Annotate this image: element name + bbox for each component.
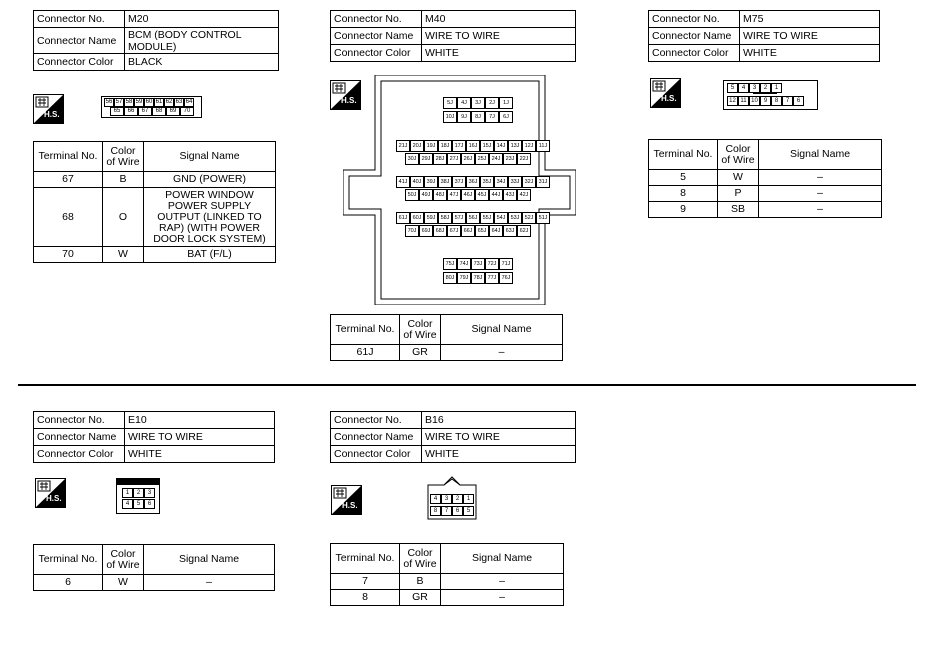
- pin-68J: 68J: [433, 225, 447, 237]
- pin-77J: 77J: [485, 272, 499, 284]
- pin-6: 6: [793, 96, 804, 106]
- pin-44J: 44J: [489, 189, 503, 201]
- pin-3J: 3J: [471, 97, 485, 109]
- b16-connector-color: WHITE: [422, 446, 576, 463]
- pin-11J: 11J: [536, 140, 550, 152]
- pin-1: 1: [463, 494, 474, 504]
- pin-4: 4: [738, 83, 749, 93]
- pin-53J: 53J: [508, 212, 522, 224]
- pin-65J: 65J: [475, 225, 489, 237]
- pin-66: 66: [124, 107, 138, 116]
- pin-1J: 1J: [499, 97, 513, 109]
- signal-name: –: [759, 186, 882, 202]
- m40-connector-name: WIRE TO WIRE: [422, 28, 576, 45]
- table-row: [34, 188, 276, 247]
- hs-label: H.S.: [661, 94, 677, 103]
- pin-5: 5: [463, 506, 474, 516]
- header-signal-name: Signal Name: [144, 545, 275, 575]
- pin-12: 12: [727, 96, 738, 106]
- table-row: [34, 172, 276, 188]
- pin-57: 57: [115, 99, 123, 105]
- table-row: [649, 202, 882, 218]
- pin-13J: 13J: [508, 140, 522, 152]
- pin-78J: 78J: [471, 272, 485, 284]
- terminal-no: 5: [649, 170, 718, 186]
- pin-47J: 47J: [447, 189, 461, 201]
- label-connector-name: Connector Name: [649, 28, 740, 45]
- terminal-no: 9: [649, 202, 718, 218]
- pin-54J: 54J: [494, 212, 508, 224]
- signal-name: –: [441, 345, 563, 361]
- pin-9J: 9J: [457, 111, 471, 123]
- pin-8: 8: [430, 506, 441, 516]
- pin-22J: 22J: [517, 153, 531, 165]
- pin-75J: 75J: [443, 258, 457, 270]
- hs-label: H.S.: [342, 501, 358, 510]
- pin-8: 8: [771, 96, 782, 106]
- pin-16J: 16J: [466, 140, 480, 152]
- pin-14J: 14J: [494, 140, 508, 152]
- wire-color: W: [103, 575, 144, 591]
- terminal-no: 67: [34, 172, 103, 188]
- table-row: [34, 247, 276, 263]
- pin-3: 3: [144, 488, 155, 498]
- pin-59: 59: [135, 99, 143, 105]
- pin-56: 56: [105, 99, 113, 105]
- table-row: [331, 590, 564, 606]
- pin-6: 6: [452, 506, 463, 516]
- pin-4: 4: [430, 494, 441, 504]
- label-connector-no: Connector No.: [34, 412, 125, 429]
- header-color-of-wire: Color of Wire: [400, 315, 441, 345]
- pin-52J: 52J: [522, 212, 536, 224]
- terminal-no: 7: [331, 574, 400, 590]
- table-row: [649, 170, 882, 186]
- pin-2: 2: [760, 83, 771, 93]
- signal-name: –: [759, 202, 882, 218]
- label-connector-no: Connector No.: [34, 11, 125, 28]
- pin-2J: 2J: [485, 97, 499, 109]
- header-terminal-no: Terminal No.: [34, 545, 103, 575]
- pin-7: 7: [441, 506, 452, 516]
- pin-12J: 12J: [522, 140, 536, 152]
- m20-terminal-table: [33, 141, 276, 263]
- pin-20J: 20J: [410, 140, 424, 152]
- wire-color: GR: [400, 345, 441, 361]
- pin-11: 11: [738, 96, 749, 106]
- header-color-of-wire: Color of Wire: [103, 545, 144, 575]
- pin-37J: 37J: [452, 176, 466, 188]
- pin-49J: 49J: [419, 189, 433, 201]
- pin-79J: 79J: [457, 272, 471, 284]
- terminal-no: 70: [34, 247, 103, 263]
- e10-connector-info: [33, 411, 275, 463]
- pin-5: 5: [133, 499, 144, 509]
- label-connector-color: Connector Color: [34, 54, 125, 71]
- m40-connector-info: [330, 10, 576, 62]
- pin-45J: 45J: [475, 189, 489, 201]
- signal-name: GND (POWER): [144, 172, 276, 188]
- wire-color: W: [718, 170, 759, 186]
- pin-61: 61: [155, 99, 163, 105]
- m20-connector-face: [101, 96, 202, 118]
- label-connector-no: Connector No.: [331, 11, 422, 28]
- pin-7J: 7J: [485, 111, 499, 123]
- header-signal-name: Signal Name: [441, 544, 564, 574]
- label-connector-name: Connector Name: [34, 28, 125, 54]
- signal-name: BAT (F/L): [144, 247, 276, 263]
- pin-38J: 38J: [438, 176, 452, 188]
- pin-76J: 76J: [499, 272, 513, 284]
- hs-label: H.S.: [44, 110, 60, 119]
- pin-34J: 34J: [494, 176, 508, 188]
- pin-27J: 27J: [447, 153, 461, 165]
- pin-60: 60: [145, 99, 153, 105]
- pin-3: 3: [441, 494, 452, 504]
- pin-39J: 39J: [424, 176, 438, 188]
- m20-connector-name: BCM (BODY CONTROL MODULE): [125, 28, 279, 54]
- pin-56J: 56J: [466, 212, 480, 224]
- pin-63J: 63J: [503, 225, 517, 237]
- pin-61J: 61J: [396, 212, 410, 224]
- terminal-no: 8: [649, 186, 718, 202]
- table-row: [34, 575, 275, 591]
- label-connector-color: Connector Color: [331, 446, 422, 463]
- pin-33J: 33J: [508, 176, 522, 188]
- e10-terminal-table: [33, 544, 275, 591]
- label-connector-no: Connector No.: [649, 11, 740, 28]
- pin-71J: 71J: [499, 258, 513, 270]
- wire-color: SB: [718, 202, 759, 218]
- pin-58J: 58J: [438, 212, 452, 224]
- m40-connector-color: WHITE: [422, 45, 576, 62]
- pin-63: 63: [175, 99, 183, 105]
- e10-connector-color: WHITE: [125, 446, 275, 463]
- pin-40J: 40J: [410, 176, 424, 188]
- terminal-no: 6: [34, 575, 103, 591]
- pin-2: 2: [452, 494, 463, 504]
- m40-terminal-table: [330, 314, 563, 361]
- pin-80J: 80J: [443, 272, 457, 284]
- pin-10: 10: [749, 96, 760, 106]
- wire-color: B: [400, 574, 441, 590]
- pin-25J: 25J: [475, 153, 489, 165]
- b16-connector-face: [424, 475, 480, 521]
- pin-18J: 18J: [438, 140, 452, 152]
- label-connector-name: Connector Name: [331, 28, 422, 45]
- m20-connector-info: [33, 10, 279, 71]
- label-connector-no: Connector No.: [331, 412, 422, 429]
- header-color-of-wire: Color of Wire: [718, 140, 759, 170]
- m75-terminal-table: [648, 139, 882, 218]
- pin-28J: 28J: [433, 153, 447, 165]
- pin-4J: 4J: [457, 97, 471, 109]
- pin-9: 9: [760, 96, 771, 106]
- pin-55J: 55J: [480, 212, 494, 224]
- m75-connector-face: [723, 80, 818, 110]
- pin-35J: 35J: [480, 176, 494, 188]
- label-connector-color: Connector Color: [331, 45, 422, 62]
- pin-48J: 48J: [433, 189, 447, 201]
- header-terminal-no: Terminal No.: [331, 544, 400, 574]
- pin-59J: 59J: [424, 212, 438, 224]
- table-row: [331, 574, 564, 590]
- pin-31J: 31J: [536, 176, 550, 188]
- header-terminal-no: Terminal No.: [649, 140, 718, 170]
- signal-name: POWER WINDOW POWER SUPPLY OUTPUT (LINKED TO RAP) (WITH POWER DOOR LOCK SYSTEM): [144, 188, 276, 247]
- pin-70: 70: [180, 107, 194, 116]
- header-signal-name: Signal Name: [759, 140, 882, 170]
- header-terminal-no: Terminal No.: [34, 142, 103, 172]
- pin-46J: 46J: [461, 189, 475, 201]
- pin-41J: 41J: [396, 176, 410, 188]
- pin-60J: 60J: [410, 212, 424, 224]
- pin-36J: 36J: [466, 176, 480, 188]
- pin-58: 58: [125, 99, 133, 105]
- pin-4: 4: [122, 499, 133, 509]
- terminal-no: 61J: [331, 345, 400, 361]
- pin-67: 67: [138, 107, 152, 116]
- terminal-no: 68: [34, 188, 103, 247]
- e10-connector-no: E10: [125, 412, 275, 429]
- pin-8J: 8J: [471, 111, 485, 123]
- pin-66J: 66J: [461, 225, 475, 237]
- label-connector-name: Connector Name: [331, 429, 422, 446]
- pin-69: 69: [166, 107, 180, 116]
- header-color-of-wire: Color of Wire: [400, 544, 441, 574]
- pin-73J: 73J: [471, 258, 485, 270]
- pin-62: 62: [165, 99, 173, 105]
- m40-connector-face: [343, 75, 576, 305]
- pin-64J: 64J: [489, 225, 503, 237]
- pin-32J: 32J: [522, 176, 536, 188]
- pin-69J: 69J: [419, 225, 433, 237]
- wire-color: GR: [400, 590, 441, 606]
- signal-name: –: [144, 575, 275, 591]
- table-row: [331, 345, 563, 361]
- header-signal-name: Signal Name: [441, 315, 563, 345]
- hs-label: H.S.: [341, 96, 357, 105]
- pin-19J: 19J: [424, 140, 438, 152]
- m75-connector-color: WHITE: [740, 45, 880, 62]
- hs-icon: [331, 485, 362, 515]
- pin-1: 1: [771, 83, 782, 93]
- signal-name: –: [441, 590, 564, 606]
- m75-connector-no: M75: [740, 11, 880, 28]
- pin-2: 2: [133, 488, 144, 498]
- b16-terminal-table: [330, 543, 564, 606]
- label-connector-name: Connector Name: [34, 429, 125, 446]
- e10-latch: [117, 479, 159, 485]
- terminal-no: 8: [331, 590, 400, 606]
- pin-68: 68: [152, 107, 166, 116]
- m20-connector-color: BLACK: [125, 54, 279, 71]
- pin-42J: 42J: [517, 189, 531, 201]
- pin-7: 7: [782, 96, 793, 106]
- hs-icon: [33, 94, 64, 124]
- pin-29J: 29J: [419, 153, 433, 165]
- pin-21J: 21J: [396, 140, 410, 152]
- header-color-of-wire: Color of Wire: [103, 142, 144, 172]
- pin-30J: 30J: [405, 153, 419, 165]
- label-connector-color: Connector Color: [649, 45, 740, 62]
- wire-color: B: [103, 172, 144, 188]
- hs-icon: [650, 78, 681, 108]
- wire-color: P: [718, 186, 759, 202]
- section-divider: [18, 384, 916, 386]
- pin-51J: 51J: [536, 212, 550, 224]
- signal-name: –: [441, 574, 564, 590]
- pin-6: 6: [144, 499, 155, 509]
- pin-5J: 5J: [443, 97, 457, 109]
- pin-15J: 15J: [480, 140, 494, 152]
- pin-65: 65: [110, 107, 124, 116]
- header-terminal-no: Terminal No.: [331, 315, 400, 345]
- header-signal-name: Signal Name: [144, 142, 276, 172]
- pin-23J: 23J: [503, 153, 517, 165]
- m20-connector-no: M20: [125, 11, 279, 28]
- m75-connector-info: [648, 10, 880, 62]
- pin-64: 64: [185, 99, 193, 105]
- pin-62J: 62J: [517, 225, 531, 237]
- hs-label: H.S.: [46, 494, 62, 503]
- table-row: [649, 186, 882, 202]
- signal-name: –: [759, 170, 882, 186]
- pin-17J: 17J: [452, 140, 466, 152]
- pin-10J: 10J: [443, 111, 457, 123]
- label-connector-color: Connector Color: [34, 446, 125, 463]
- m75-connector-name: WIRE TO WIRE: [740, 28, 880, 45]
- pin-70J: 70J: [405, 225, 419, 237]
- pin-6J: 6J: [499, 111, 513, 123]
- pin-26J: 26J: [461, 153, 475, 165]
- pin-5: 5: [727, 83, 738, 93]
- m40-connector-no: M40: [422, 11, 576, 28]
- wire-color: W: [103, 247, 144, 263]
- hs-icon: [35, 478, 66, 508]
- pin-24J: 24J: [489, 153, 503, 165]
- pin-57J: 57J: [452, 212, 466, 224]
- pin-74J: 74J: [457, 258, 471, 270]
- pin-43J: 43J: [503, 189, 517, 201]
- b16-connector-name: WIRE TO WIRE: [422, 429, 576, 446]
- pin-50J: 50J: [405, 189, 419, 201]
- pin-3: 3: [749, 83, 760, 93]
- pin-67J: 67J: [447, 225, 461, 237]
- pin-1: 1: [122, 488, 133, 498]
- wire-color: O: [103, 188, 144, 247]
- pin-72J: 72J: [485, 258, 499, 270]
- b16-connector-info: [330, 411, 576, 463]
- e10-connector-face: [116, 478, 160, 514]
- b16-connector-no: B16: [422, 412, 576, 429]
- e10-connector-name: WIRE TO WIRE: [125, 429, 275, 446]
